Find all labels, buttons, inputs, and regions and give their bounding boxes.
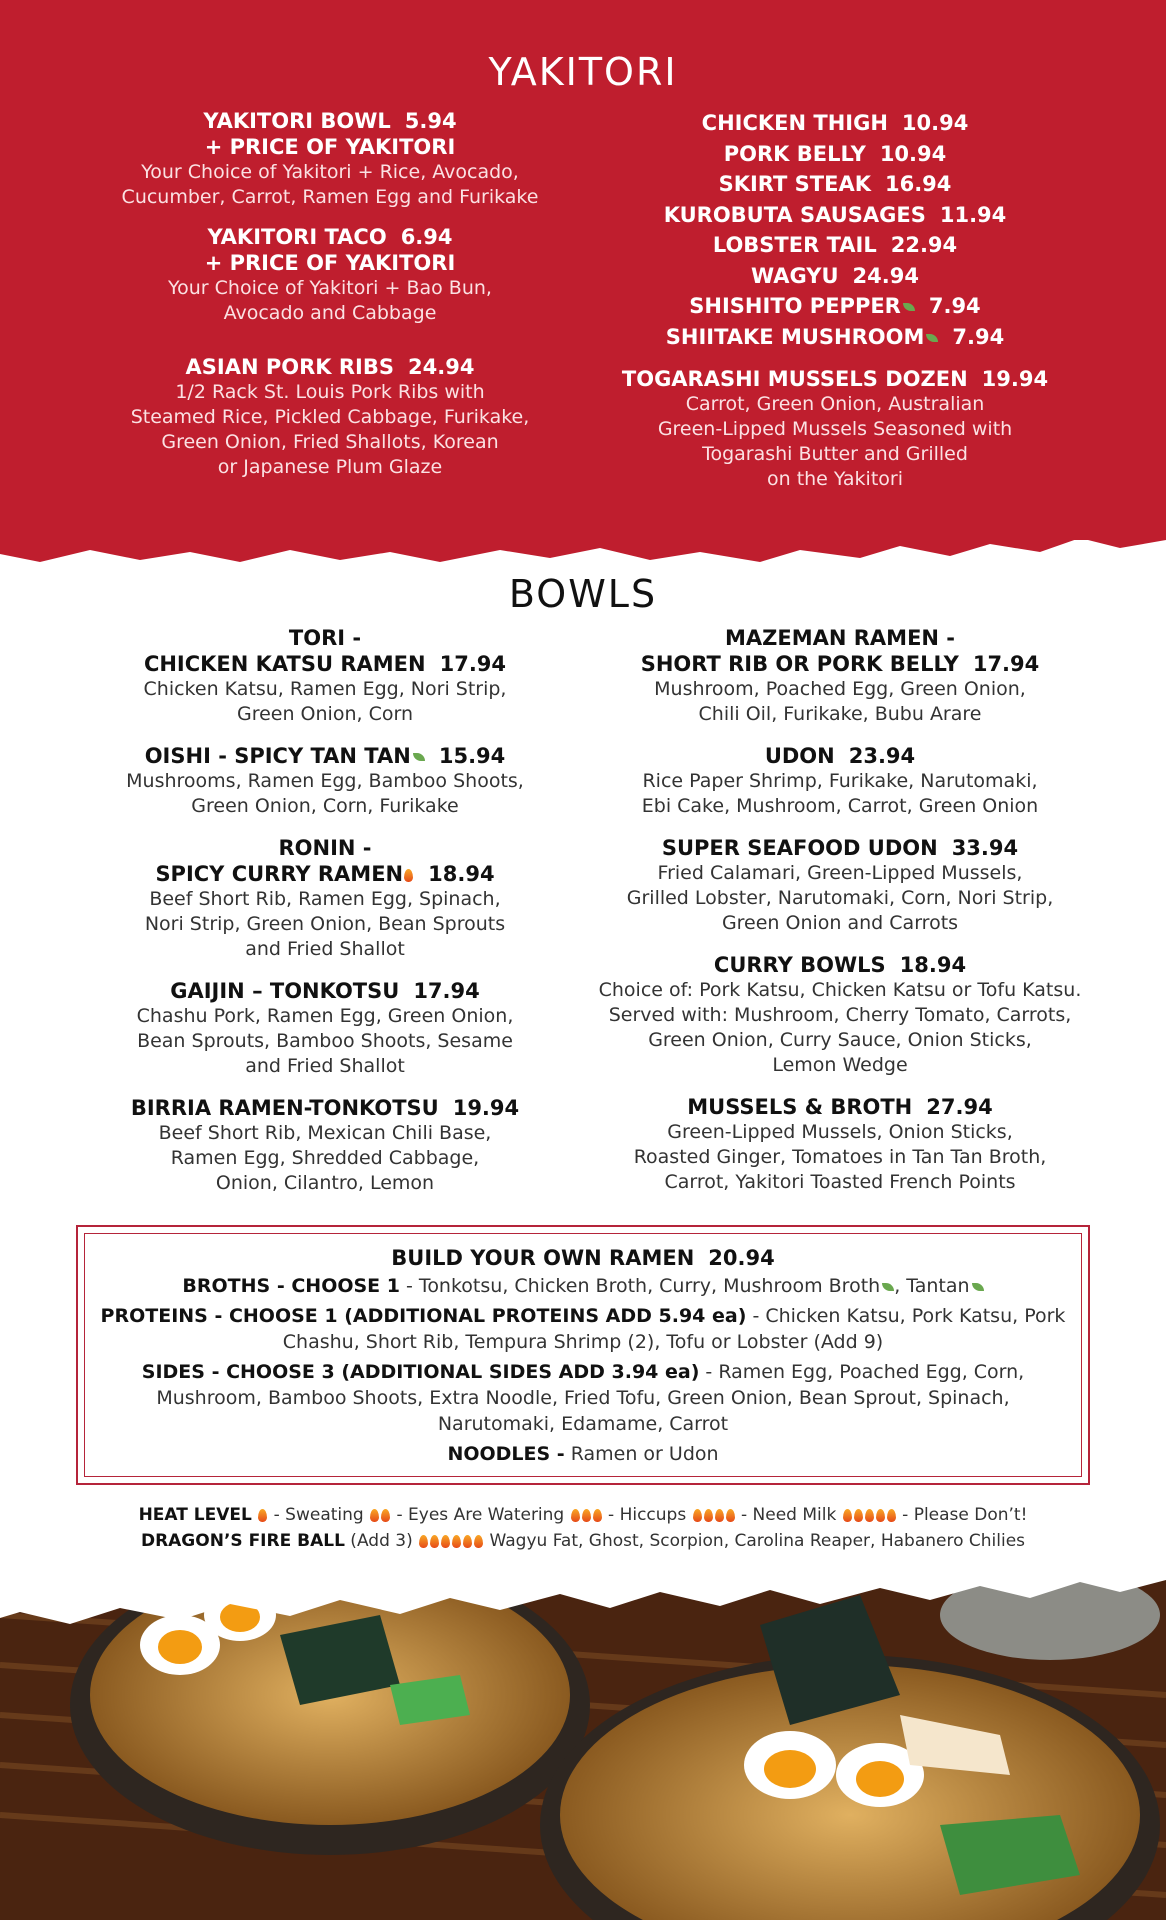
item-desc: Beef Short Rib, Mexican Chili Base, [158,1122,492,1144]
item-desc: and Fried Shallot [245,938,405,960]
item-desc: Green-Lipped Mussels Seasoned with [657,418,1013,440]
bowls-left-column [100,625,550,1196]
dragon-fire-ball: DRAGON’S FIRE BALL (Add 3) Wagyu Fat, Ghost, Scorpion, Carolina Reaper, Habanero Chilies [140,1531,1026,1551]
item-desc: Onion, Cilantro, Lemon [215,1172,435,1194]
menu-item [590,1094,1090,1195]
flame-icon [693,1509,702,1522]
bowls-heading: BOWLS [508,572,658,616]
item-desc: Grilled Lobster, Narutomaki, Corn, Nori Strip, [626,887,1054,909]
flame-icon [463,1535,472,1548]
menu-item [100,354,560,480]
item-desc: Chicken Katsu, Ramen Egg, Nori Strip, [143,678,507,700]
menu-item [590,835,1090,936]
menu-item [590,625,1090,727]
item-desc: Green Onion and Carrots [721,912,959,934]
item-title: CHICKEN KATSU RAMEN 17.94 [143,652,507,676]
flame-icon [430,1535,439,1548]
item-title: SUPER SEAFOOD UDON 33.94 [661,836,1019,860]
item-desc: Ramen Egg, Shredded Cabbage, [170,1147,480,1169]
item-desc: Fried Calamari, Green-Lipped Mussels, [657,862,1023,884]
yakitori-right-column [600,108,1070,492]
item-desc: Green Onion, Fried Shallots, Korean [161,431,499,453]
leaf-icon [926,334,938,342]
flame-icon [843,1509,852,1522]
item-title: YAKITORI TACO 6.94 [207,225,453,249]
build-proteins: PROTEINS - CHOOSE 1 (ADDITIONAL PROTEINS ADD 5.94 ea) - Chicken Katsu, Pork Katsu, Pork Chashu, Short Rib, Tempura Shrimp (2), Tofu or Lobster (Add 9) [100,1305,1066,1353]
build-broths: BROTHS - CHOOSE 1 - Tonkotsu, Chicken Broth, Curry, Mushroom Broth , Tantan [98,1273,1068,1299]
item-desc: Your Choice of Yakitori + Bao Bun, [168,277,492,299]
heat-level-legend: HEAT LEVEL - Sweating - Eyes Are Watering - Hiccups - Need Milk - Please Don’t! [138,1505,1028,1525]
menu-item: SHISHITO PEPPER 7.94 [689,294,981,318]
item-desc: Green-Lipped Mussels, Onion Sticks, [667,1121,1013,1143]
menu-item [590,743,1090,819]
yakitori-heading: YAKITORI [488,50,678,94]
flame-icon [887,1509,896,1522]
item-desc: Lemon Wedge [772,1054,908,1076]
flame-icon [452,1535,461,1548]
item-title: MAZEMAN RAMEN - [724,626,956,650]
leaf-icon [972,1283,984,1291]
build-sides: SIDES - CHOOSE 3 (ADDITIONAL SIDES ADD 3.94 ea) - Ramen Egg, Poached Egg, Corn, Mushroom, Bamboo Shoots, Extra Noodle, Fried Tofu, Green Onion, Bean Sprout, Spinach, Narutomaki, Edamame, Carrot [141,1361,1025,1435]
flame-icon [474,1535,483,1548]
item-desc: Green Onion, Curry Sauce, Onion Sticks, [648,1029,1032,1051]
menu-item [100,108,560,210]
menu-item: CHICKEN THIGH 10.94 [701,111,969,135]
item-title: BIRRIA RAMEN-TONKOTSU 19.94 [130,1096,520,1120]
flame-icon [370,1509,379,1522]
item-desc: Rice Paper Shrimp, Furikake, Narutomaki, [642,770,1038,792]
item-desc: Nori Strip, Green Onion, Bean Sprouts [144,913,506,935]
menu-item: PORK BELLY 10.94 [723,141,947,166]
flame-icon [441,1535,450,1548]
menu-item [100,625,550,727]
menu-item: KUROBUTA SAUSAGES 11.94 [663,202,1007,227]
build-noodles: NOODLES - Ramen or Udon [447,1443,719,1465]
item-title: SPICY CURRY RAMEN 18.94 [155,862,495,886]
build-content [98,1245,1068,1471]
menu-item: LOBSTER TAIL 22.94 [712,233,958,257]
item-subtitle: + PRICE OF YAKITORI [204,251,456,275]
item-desc: Choice of: Pork Katsu, Chicken Katsu or Tofu Katsu. [598,979,1082,1001]
menu-item: WAGYU 24.94 [751,263,919,288]
leaf-icon [903,303,915,311]
menu-item [100,1095,550,1196]
flame-icon [404,869,413,882]
menu-item: SHIITAKE MUSHROOM 7.94 [665,324,1005,349]
flame-icon [715,1509,724,1522]
flame-icon [726,1509,735,1522]
yakitori-left-column [100,108,560,480]
item-title: OISHI - SPICY TAN TAN 15.94 [144,744,506,768]
item-desc: or Japanese Plum Glaze [217,456,443,478]
build-your-own-box [76,1225,1090,1485]
menu-item [100,224,560,326]
item-desc: Roasted Ginger, Tomatoes in Tan Tan Broth, [633,1146,1047,1168]
menu-item [100,835,550,962]
flame-icon [381,1509,390,1522]
item-desc: Cucumber, Carrot, Ramen Egg and Furikake [121,186,539,208]
item-title: TOGARASHI MUSSELS DOZEN 19.94 [621,367,1049,391]
item-desc: on the Yakitori [766,468,903,490]
build-title: BUILD YOUR OWN RAMEN 20.94 [391,1246,775,1270]
menu-item: SKIRT STEAK 16.94 [718,172,952,196]
flame-icon [258,1509,267,1522]
flame-icon [571,1509,580,1522]
flame-icon [854,1509,863,1522]
item-desc: Green Onion, Corn, Furikake [191,795,459,817]
item-desc: Beef Short Rib, Ramen Egg, Spinach, [149,888,501,910]
menu-item [100,743,550,819]
flame-icon [582,1509,591,1522]
item-title: CURRY BOWLS 18.94 [713,953,967,977]
item-desc: Avocado and Cabbage [223,302,437,324]
leaf-icon [413,753,425,761]
flame-icon [876,1509,885,1522]
menu-item [590,952,1090,1078]
item-title: RONIN - [278,836,372,860]
item-title: MUSSELS & BROTH 27.94 [687,1095,993,1119]
torn-edge-bottom [0,1570,1166,1630]
item-desc: and Fried Shallot [245,1055,405,1077]
item-title: SHORT RIB OR PORK BELLY 17.94 [640,652,1040,676]
leaf-icon [882,1283,894,1291]
item-desc: Carrot, Yakitori Toasted French Points [664,1171,1016,1193]
item-desc: Ebi Cake, Mushroom, Carrot, Green Onion [641,795,1039,817]
menu-item [100,978,550,1079]
bowls-right-column [590,625,1090,1195]
flame-icon [419,1535,428,1548]
item-desc: Mushroom, Poached Egg, Green Onion, [654,678,1026,700]
item-desc: 1/2 Rack St. Louis Pork Ribs with [175,381,485,403]
item-title: TORI - [288,626,362,650]
item-desc: Your Choice of Yakitori + Rice, Avocado, [141,161,519,183]
menu-item [600,366,1070,492]
item-title: ASIAN PORK RIBS 24.94 [185,355,475,379]
flame-icon [865,1509,874,1522]
flame-icon [704,1509,713,1522]
item-desc: Served with: Mushroom, Cherry Tomato, Carrots, [608,1004,1072,1026]
item-desc: Bean Sprouts, Bamboo Shoots, Sesame [137,1030,513,1052]
item-desc: Steamed Rice, Pickled Cabbage, Furikake, [130,406,530,428]
torn-edge-top [0,500,1166,580]
item-desc: Carrot, Green Onion, Australian [685,393,985,415]
item-desc: Mushrooms, Ramen Egg, Bamboo Shoots, [126,770,524,792]
item-title: GAIJIN – TONKOTSU 17.94 [170,979,480,1003]
item-title: UDON 23.94 [764,744,916,768]
item-desc: Togarashi Butter and Grilled [702,443,968,465]
flame-icon [593,1509,602,1522]
item-subtitle: + PRICE OF YAKITORI [204,135,456,159]
item-title: YAKITORI BOWL 5.94 [203,109,457,133]
item-desc: Chili Oil, Furikake, Bubu Arare [698,703,982,725]
item-desc: Chashu Pork, Ramen Egg, Green Onion, [136,1005,514,1027]
item-desc: Green Onion, Corn [236,703,413,725]
